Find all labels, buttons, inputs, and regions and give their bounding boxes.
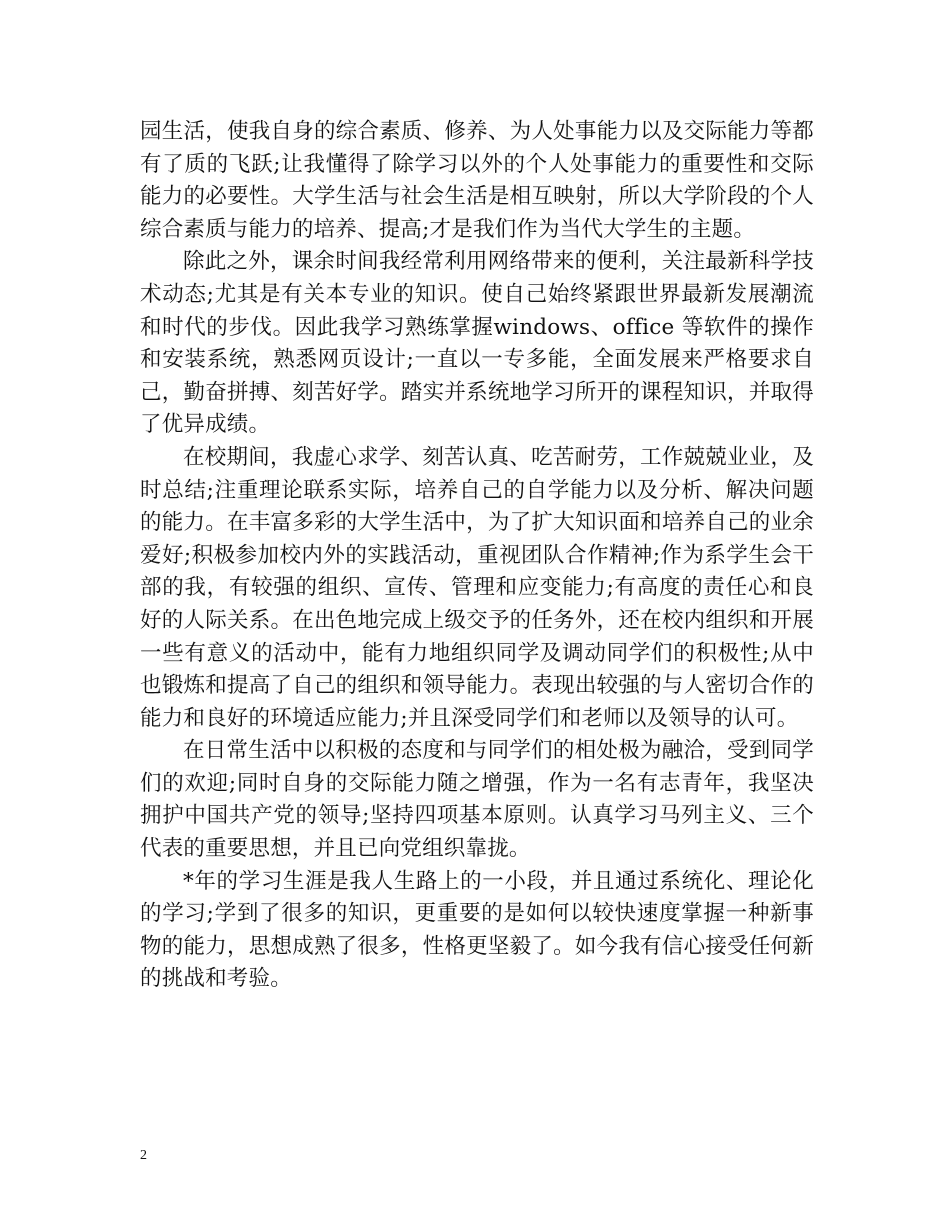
body-text	[140, 116, 814, 996]
paragraph-daily-life: 在日常生活中以积极的态度和与同学们的相处极为融洽，受到同学们的欢迎;同时自身的交际能力随之增强，作为一名有志青年，我坚决拥护中国共产党的领导;坚持四项基本原则。认真学习马列主义、三个代表的重要思想，并且已向党组织靠拢。	[140, 738, 814, 862]
paragraph-school-period: 在校期间，我虚心求学、刻苦认真、吃苦耐劳，工作兢兢业业，及时总结;注重理论联系实际，培养自己的自学能力以及分析、解决问题的能力。在丰富多彩的大学生活中，为了扩大知识面和培养自己的业余爱好;积极参加校内外的实践活动，重视团队合作精神;作为系学生会干部的我，有较强的组织、宣传、管理和应变能力;有高度的责任心和良好的人际关系。在出色地完成上级交予的任务外，还在校内组织和开展一些有意义的活动中，能有力地组织同学及调动同学们的积极性;从中也锻炼和提高了自己的组织和领导能力。表现出较强的与人密切合作的能力和良好的环境适应能力;并且深受同学们和老师以及领导的认可。	[140, 444, 814, 731]
paragraph-continuation: 园生活，使我自身的综合素质、修养、为人处事能力以及交际能力等都有了质的飞跃;让我懂得了除学习以外的个人处事能力的重要性和交际能力的必要性。大学生活与社会生活是相互映射，所以大学阶段的个人综合素质与能力的培养、提高;才是我们作为当代大学生的主题。	[140, 119, 814, 242]
page-number: 2	[140, 1148, 147, 1163]
paragraph-conclusion: *年的学习生涯是我人生路上的一小段，并且通过系统化、理论化的学习;学到了很多的知识，更重要的是如何以较快速度掌握一种新事物的能力，思想成熟了很多，性格更坚毅了。如今我有信心接受任何新的挑战和考验。	[140, 868, 814, 992]
paragraph-online-learning: 除此之外，课余时间我经常利用网络带来的便利，关注最新科学技术动态;尤其是有关本专业的知识。使自己始终紧跟世界最新发展潮流和时代的步伐。因此我学习熟练掌握windows、office 等软件的操作和安装系统，熟悉网页设计;一直以一专多能，全面发展来严格要求自己，勤奋拼搏、刻苦好学。踏实并系统地学习所开的课程知识，并取得了优异成绩。	[140, 249, 814, 438]
